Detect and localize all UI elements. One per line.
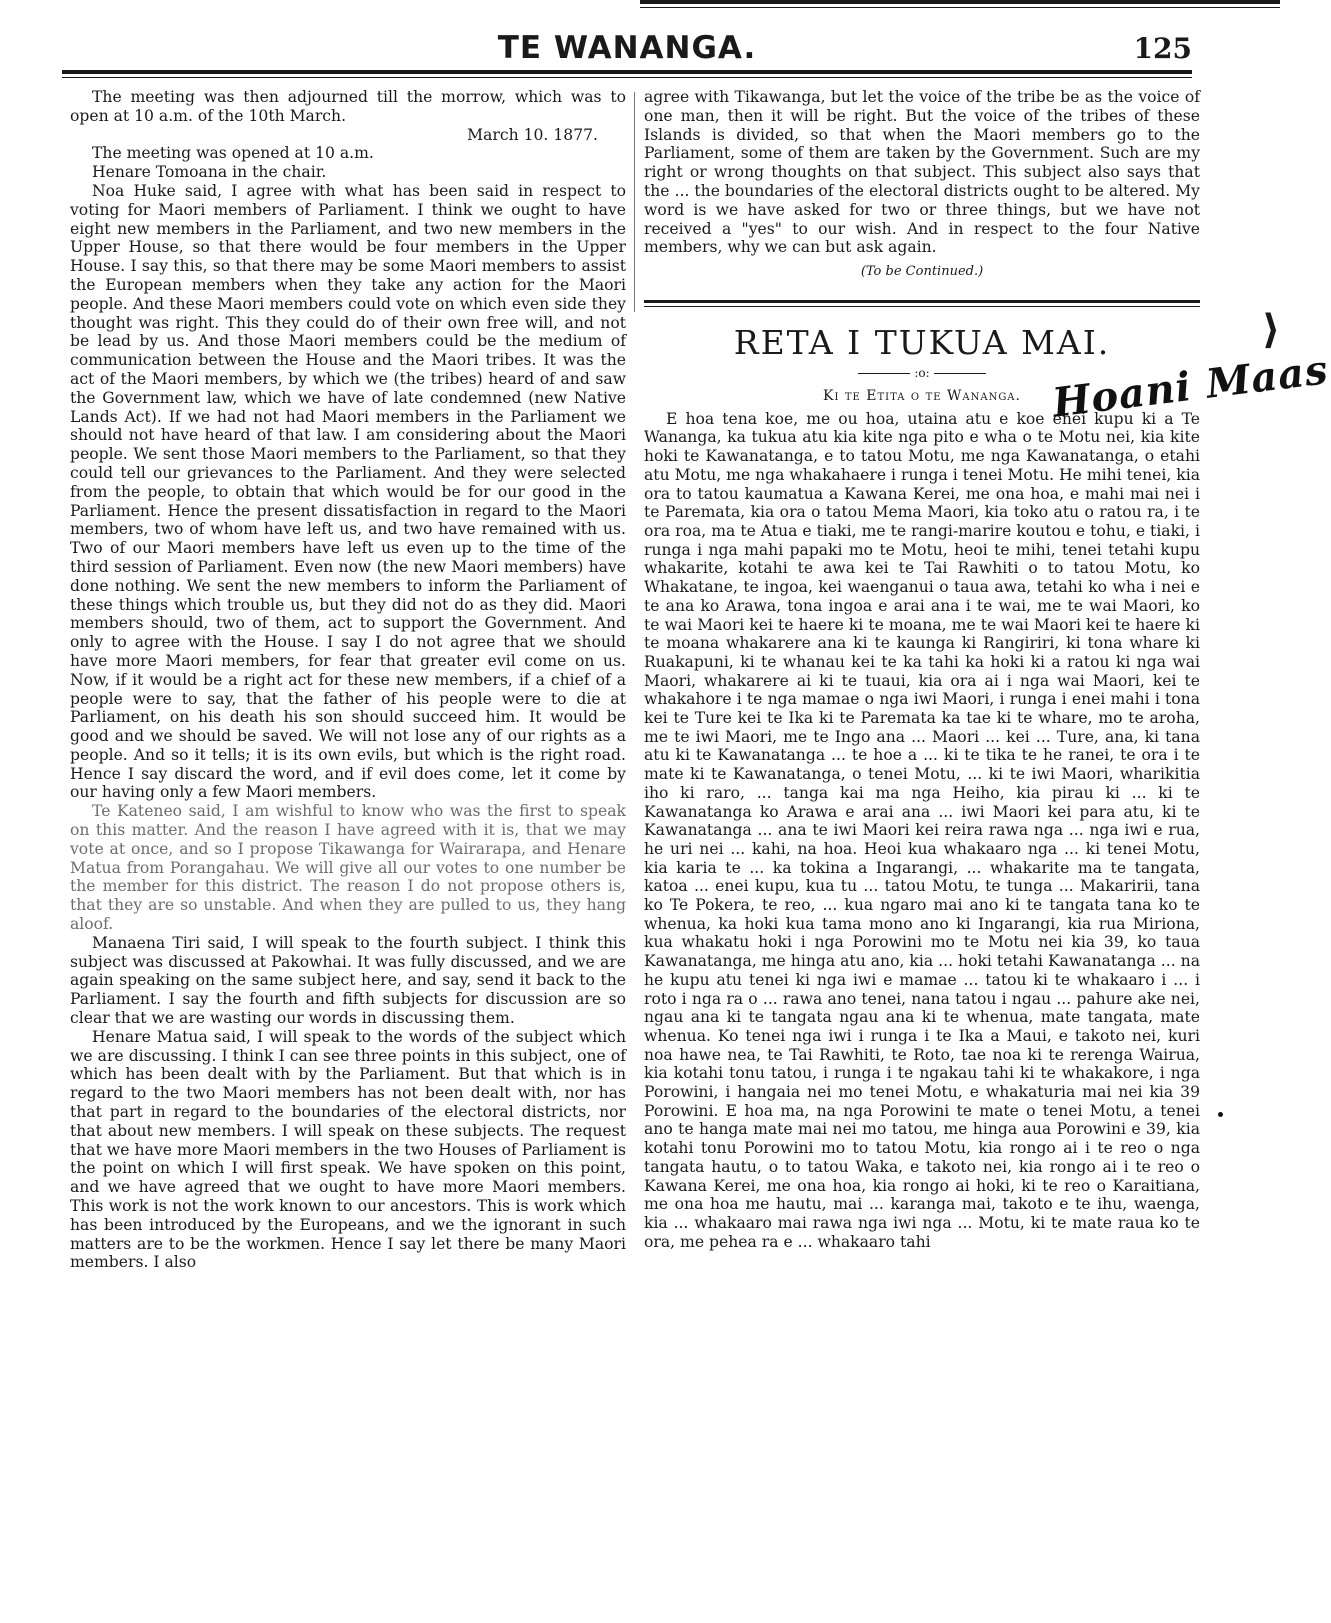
newspaper-title: TE WANANGA.	[497, 30, 757, 66]
margin-dot	[1218, 1112, 1223, 1117]
ornament-line-left	[858, 373, 910, 374]
section-rule-thin	[644, 306, 1200, 307]
speech-noa-huke: Noa Huke said, I agree with what has been said in respect to voting for Maori members of Parliament. I think we ought to have eight new members in the Parliament, and two new members in the Upper House, so that there would be four members in the Upper House. I say this, so that there may be some Maori members to assist the European members when they take any action for the Maori people. And these Maori members could vote on which even side they thought was right. This they could do of their own free will, and not be lead by us. And those Maori members could be the medium of communication between the House and the Maori tribes. It was the act of the Maori members, by which we (the tribes) heard of and saw the Government law, which we have of late condemned (new Native Lands Act). If we had not had Maori members in the Parliament we should not have heard of that law. I am considering about the Maori people. We sent those Maori members to the Parliament, so that they could tell our grievances to the Parliament. And they were selected from the people, to obtain that which would be for our good in the Parliament. Hence the present dissatisfaction in regard to the Maori members, two of whom have left us, and two have remained with us. Two of our Maori members have left us even up to the time of the third session of Parliament. Even now (the new Maori members) have done nothing. We sent the new members to inform the Parliament of these things which trouble us, but they did not do as they did. Maori members should, two of them, act to support the Government. And only to agree with the House. I say I do not agree that we should have more Maori members, for fear that greater evil come on us. Now, if it would be a right act for these new members, if a chief of a people were to say, that the father of his people were to die at Parliament, on his death his son should succeed him. It would be good and we should be saved. We will not lose any of our rights as a people. And so it tells; it is its own evils, but which is the right road. Hence I say discard the word, and if evil does come, let it come by our having only a few Maori members.	[70, 181, 626, 802]
column-divider	[634, 92, 635, 312]
handwritten-annotation: Hoani Maas	[1050, 346, 1331, 427]
speech-manaena-tiri: Manaena Tiri said, I will speak to the fourth subject. I think this subject was discussed at Pakowhai. It was fully discussed, and we are again speaking on the same subject here, and say, send it back to the Parliament. I say the fourth and fifth subjects for discussion are so clear that we are wasting our words in discussing them.	[70, 933, 626, 1028]
page-number: 125	[1133, 32, 1192, 65]
letter-body: E hoa tena koe, me ou hoa, utaina atu e koe enei kupu ki a Te Wananga, ka tukua atu kia kite nga pito e wha o te Motu nei, kia kite hoki te Kawanatanga, e to tatou Motu, me nga Kawanatanga, o etahi atu Motu, me nga whakahaere i runga i tenei Motu. He mihi tenei, kia ora to tatou kaumatua a Kawana Kerei, me ona hoa, e mahi mai nei i te Paremata, kia ora o tatou Mema Maori, kia toko atu o ratou ra, i te ora roa, ma te Atua e tiaki, me te rangi-marire koutou e tohu, e tiaki, i runga i nga mahi papaki mo te Motu, heoi te mihi, tenei tetahi kupu whakarite, kotahi te awa kei te Tai Rawhiti o to tatou Motu, ko Whakatane, te ingoa, kei waenganui o taua awa, tetahi ko wha i nei e te ana ko Arawa, tona ingoa e arai ana i te wai, me te wai Maori, ko te wai Maori kei te haere ki te moana, me te wai Maori kei te haere ki te moana whakarere ana ki te kaunga ki Rangiriri, ki tona whare ki Ruakapuni, ki te whanau kei te ka tahi ka hoki ki a ratou ki nga wai Maori, whakarere ai ki te tuaui, kia ora ai i nga wai Maori, kei te whakahore i te nga mamae o nga iwi Maori, i runga i enei mahi i tona kei te Ture kei te Ika ki te Paremata ka tae ki te whare, mo te aroha, me te iwi Maori, me te Ingo ana ... Maori ... kei ... Ture, ana, ki tana atu ki te Kawanatanga ... te hoe a ... ki te tika te he ranei, te ora i te mate ki te Kawanatanga, o tenei Motu, ... ki te iwi Maori, wharikitia iho ki raro, ... tanga kai ma nga Heiho, kia pirau ki ... ki te Kawanatanga ko Arawa e arai ana ... iwi Maori kei para atu, ki te Kawanatanga ... ana te iwi Maori kei reira rawa nga ... nga iwi e rua, he uri nei ... kahi, na hoa. Heoi kua whakaaro nga ... ki tenei Motu, kia karia te ... ka tokina a Ingarangi, ... whakarite ma te tangata, katoa ... enei kupu, kua tu ... tatou Motu, te tunga ... Makaririi, tana ko Te Pokera, te reo, ... kua ngaro mai ano ki te tangata tana ko te whenua, ka hoki kua tama mono ano ki Ingarangi, kia rua Miriona, kua whakatu hoki i nga Porowini mo te Motu nei kia 39, ko taua Kawanatanga, me hinga atu ano, kia ... hoki tetahi Kawanatanga ... na he kupu atu tenei ki nga iwi e mamae ... tatou ki te whakaaro i ... i roto i nga ra o ... rawa ano tenei, nana tatou i ngau ... pahure ake nei, ngau ana ki te tangata ngau ana ki te whenua, mate tangata, mate whenua. Ko tenei nga iwi i runga i te Ika a Maui, e takoto nei, kuri noa hawe nea, te Tai Rawhiti, te Roto, tae noa ki te rerenga Wairua, kia kotahi tonu tatou, i runga i te ngakau tahi ki te whakakore, i nga Porowini, i hangaia nei mo tenei Motu, e whakaturia mai nei kia 39 Porowini. E hoa ma, na nga Porowini te mate o tenei Motu, a tenei ano te hanga mate mai nei mo tatou, me hinga aua Porowini e 39, kia kotahi tonu Porowini mo to tatou Motu, kia rongo ai i te reo o nga tangata hautu, o to tatou Waka, e takoto nei, kia rongo ai i te reo o Kawana Kerei, me ona hoa, kia rongo ai hoki, ki te reo o Karaitiana, me ona hoa me hautu, mai ... karanga mai, takoto e te ihu, waenga, kia ... whakaaro mai rawa nga iwi nga ... Motu, ki te mate raua ko te ora, me pehea ra e ... whakaaro tahi	[644, 409, 1200, 1251]
top-edge-rule-thin	[640, 7, 1280, 8]
header-rule-thick	[62, 70, 1192, 74]
section-heading: RETA I TUKUA MAI.	[733, 322, 1111, 362]
continued-speech: agree with Tikawanga, but let the voice of the tribe be as the voice of one man, then it will be right. But the voice of the tribes of these Islands is divided, so that when the Maori members go to the Parliament, some of them are taken by the Government. Such are my right or wrong thoughts on that subject. This subject also says that the ... the boundaries of the electoral districts ought to be altered. My word is we have asked for two or three things, but we have not received a "yes" to our wish. And in respect to the four Native members, why we can but ask again.	[644, 88, 1200, 257]
margin-mark-icon: ⟩	[1262, 306, 1281, 353]
right-column	[644, 88, 1200, 1598]
ornament-line-right	[934, 373, 986, 374]
to-be-continued: (To be Continued.)	[860, 264, 984, 280]
adjournment-paragraph: The meeting was then adjourned till the morrow, which was to open at 10 a.m. of the 10th March.	[70, 88, 626, 125]
section-rule-thick	[644, 300, 1200, 303]
header-rule-thin	[62, 77, 1192, 78]
left-column	[70, 88, 626, 1598]
speech-te-kateneo: Te Kateneo said, I am wishful to know who was the first to speak on this matter. And the reason I have agreed with it is, that we may vote at once, and so I propose Tikawanga for Wairarapa, and Henare Matua from Porangahau. We will give all our votes to one number be the member for this district. The reason I do not propose others is, that they are so unstable. And when they are pulled to us, they hang aloof.	[70, 802, 626, 934]
top-edge-rule	[640, 0, 1280, 4]
ornament-text: :o:	[914, 365, 930, 380]
letter-salutation: Ki te Etita o te Wananga.	[823, 387, 1021, 404]
masthead	[62, 30, 1192, 72]
speech-henare-matua: Henare Matua said, I will speak to the words of the subject which we are discussing. I think I can see three points in this subject, one of which has been dealt with by the Parliament. But that which is in regard to the two Maori members has not been dealt with, nor has that part in regard to the boundaries of the electoral districts, nor that about new members. I will speak on these subjects. The request that we have more Maori members in the two Houses of Parliament is the point on which I will first speak. We have spoken on this point, and we have agreed that we ought to have more Maori members. This work is not the work known to our ancestors. This is work which has been introduced by the Europeans, and we the ignorant in such matters are to be the workmen. Hence I say let there be many Maori members. I also	[70, 1027, 626, 1272]
meeting-opened-line: The meeting was opened at 10 a.m.	[92, 144, 374, 163]
meeting-date: March 10. 1877.	[467, 125, 598, 144]
chair-line: Henare Tomoana in the chair.	[92, 163, 327, 182]
